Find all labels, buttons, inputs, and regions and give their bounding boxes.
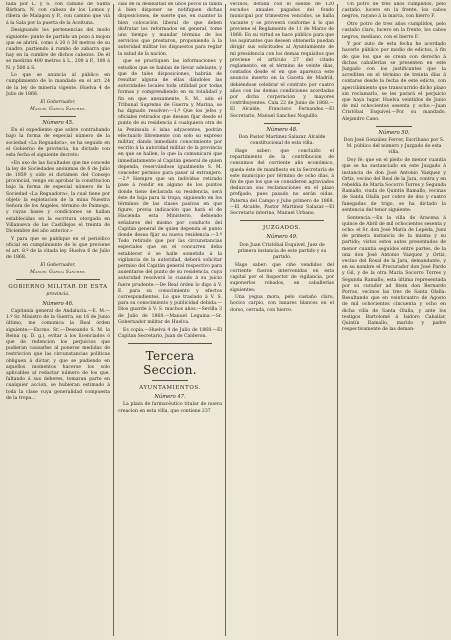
- column-rule: [225, 4, 226, 636]
- notice-number: Número 50.: [378, 129, 410, 136]
- paragraph: En el expediente que sobre contrabando bajo la forma de especial número de la sociedad «La Reguadora», se ha seguido en el Gobierno de provincia, ha dictado con esta fecha el siguiente decreto:: [6, 128, 110, 158]
- divider: [264, 123, 300, 124]
- paragraph: Hago saber: que concluido el repartimiento de la contribucion de consumos del corriente año económico, queda éste de manifiesto en la Secretaría de este municipio por término de ocho días, á fin de que los que se consideren agraviados deduzcan sus reclamaciones en el plazo prefijado, pues pasado no serán oídas. Paterna del Campo y Julio primero de 1868.—El Alcalde, Pastor Martinez Salazar.—El Secretario interino, Manuel Urbano.: [230, 148, 334, 216]
- signature-title: El Gobernador,: [40, 99, 76, 105]
- notice-number: Número 48.: [266, 126, 298, 133]
- paragraph: Hago saber: que ciñe vendidos del corriente fueron intervenidas en esta capital por el Inspector de vigilancia, por suponerlos robados, en caballerías siguientes:: [230, 262, 334, 293]
- divider: [128, 343, 212, 344]
- official-heading: Don Pastor Martinez Salazar, Alcalde constitucional de esta villa.: [238, 135, 326, 147]
- notice-number: Número 47.: [154, 394, 186, 401]
- paragraph: Una yegua mora, pelo castaño claro, hocico carpio, con lunares blancos en el dorso, cerrada, con hierro.: [230, 295, 334, 313]
- divider: [376, 126, 412, 127]
- paragraph: «En uso de las facultades que me concede la ley de Sociedades anónimas de 6 de Julio de 1859 y oido el dictámen del Consejo provincial, vengo en aprobar la constitucion bajo la forma de especial número de la Sociedad «La Reguadora», la cual tiene por objeto la esplotacion de la mina Nuestra Señora de los Ángeles, término de Paimogo, y cuyas bases y condiciones se hallan establecidas en la escritura otorgada en Villanueva de las Castillejos el treinta de Diciembre del año anterior.»: [6, 160, 110, 234]
- column-3: [230, 2, 334, 638]
- divider: [240, 220, 324, 221]
- column-2: [118, 2, 222, 638]
- divider: [16, 279, 100, 280]
- paragraph: Un potro de tres años cumplidos, pelo castaño, lucero en la frente, los cabos negros, rayano á la marca, con hierro F.: [342, 2, 446, 20]
- section-title: Tercera Seccion.: [143, 348, 197, 377]
- paragraph: Otro potro de tres años cumplidos, pelo castaño claro, lucero en la frente, los cabos negros, mediano, con el hierro F.: [342, 22, 446, 40]
- divider: [152, 380, 188, 381]
- paragraph: Es copia.—Huelva 4 de Julio de 1868.—El Capitan Secretario, Juan de Calderon.: [118, 327, 222, 339]
- column-1: [6, 2, 110, 638]
- paragraph: La plaza de farmacéutico titular de nueva creacion en esta villa, que contiene 237: [118, 402, 222, 414]
- signature-title: El Gobernador,: [40, 262, 76, 268]
- notice-number: Número 46.: [42, 300, 74, 307]
- notice-number: Número 49.: [266, 234, 298, 241]
- signature-name: Manuel García Sánchez.: [30, 106, 86, 112]
- section-subheader: provincia.: [46, 291, 70, 297]
- paragraph: Doy fé: que en el pleito de menor cuantía que se ha sustanciado en este Juzgado á instancia de don José Antonio Vazquez y Ortiz, vecino del Real de la Jara, contra y en rebeldía de María Socorro Torres y Segunda Ramallo, viuda de Quintín Ramallo, vecinas de Santa Olalla por cobro de dos y cuatro fanegadas de trigo, se ha dictado la sentencia del tenor siguiente:: [342, 158, 446, 213]
- signature-name: Manuel García Sánchez.: [30, 270, 86, 276]
- paragraph: tada por L. y S. con camino de Santa Bárbara, N. con cabezo de los Lomos y ribera de Malagon y P., con camino que viá á la Sala por la puerta de la Aceituna.: [6, 2, 110, 26]
- column-4: [342, 2, 446, 638]
- section-header: GOBIERNO MILITAR DE ESTA: [8, 284, 108, 291]
- paragraph: Capitanía general de Andalucía.—E. M.—1.º Sr. Ministro de la Guerra, en 16 de Junio último, me comunica la Real órden siguiente:—Excmo. Sr.:—Deseando S. M. la Reina (q. D. g.), evitar á los licenciados ó que de redencion los perjuicios que pudieran causarles al ponerse medidas de restriccion que las circunstancias políticas obliguen á dictar, y que se pudiendo en aquellos momentos hacerse los solo aplicables al redactar número de los que, faltando á sus deberes, tomaran parte en cualquier accion, se hubieran estimado á toda la clase cuya generalidad compuesta de la tropa...: [6, 308, 110, 401]
- official-heading: Don Juan Cristóbal Esquivel, Juez de primera instancia de este partido y su partido.: [237, 242, 327, 261]
- notice-number: Número 45.: [42, 119, 74, 126]
- paragraph: Sentencia.—En la villa de Aracena á quince de Abril de mil ochocientos sesenta y ocho: el Sr. don José María de Lepéda, Juez de primera instancia de la misma y su partido; vistos estos autos presentados de menor cuantía seguidos entre partes, de la una don José Antonio Vazquez y Ortiz, vecino del Rosal de la Jara, demandante, y en su nombre el Procurador don José Pardo y Gil, y de la otra María Socorro Torres y Segunda Ramallo, esta última representada por su curador ad litem don Bernardo Porras, vecinos las tres de Santa Olalla: Resultando que en veinticuatro de Agosto de mil ochocientos cincuenta y ocho en dicha villa de Santa Olalla, y ante los testigos Bartolomé á Isidoro Caballar, Quintín Ramallo, marido y padre respectivamente de las deman-: [342, 215, 446, 333]
- paragraph: Lo que se anuncia al público en cumplimiento de lo mandado en el art. 24 de la ley de minería vigente. Huelva 4 de Julio de 1868.: [6, 73, 110, 97]
- paragraph: Y por auto de esta fecha he acordado hacerlo público por medio de edictos, á fin de que los que se crean con derecho á dichas caballerías se presenten en este Juzgado con los justificantes que la acrediten en el término de treinta días á contarse desde la fecha de este edicto, con apercibimiento que transcurrido dicho plazo sin reclamarlo, se les parará el perjuicio que haya lugar. Huelva veintidos de Junio de mil ochocientos sesenta y ocho.—Juan Cristóbal Esquivel.—Por su mandado, Alejandro Cano.: [342, 42, 446, 122]
- section-header: JUZGADOS.: [262, 225, 301, 232]
- paragraph: vecinos, dotada con el sueldo de 120 escudos anuales pagados del fondo municipal por trimestres vencidos, se halla vacante y se proveerá conforme á lo que previene el Reglamento de 11 de Marzo de 1868. En su virtud se hace público para que los aspirantes que deseen obtenerla puedan dirigir sus solicitudes al Ayuntamiento de mi presidencia con los demas requisitos que previene el artículo 27 del citado reglamento, en el término de veinte dias, contados desde el en que aparezca este anuncio inserto en la Gaceta de Madrid, debiéndose celebrar el contrato por cuatro años con las demas condiciones acordadas por dicha corporacion y mayores contribuyentes. Cala 22 de Junio de 1868.—El Alcalde, Francisco Fernandez.—El Secretario, Manuel Sanchez Noguillo.: [230, 2, 334, 119]
- paragraph: cias de la deslealtad de unos pocos la tanda á bien disponer se notifiquen dichas disposiciones, de suerte que, en cuantor la bien colocación liberal de que deben disfrutar los reformados en general, tome uno tiempo y mandar término de los servicios que prestaron, proponiendo á la autoridad militar los dispuestos para reglar la salud de la nación.: [118, 2, 222, 57]
- divider: [40, 116, 76, 117]
- paragraph: Y para que se publique en el periódico oficial en cumplimiento de lo que previene el art. 8.º de la citada ley. Huelva 6 de Julio de 1868.: [6, 236, 110, 261]
- section-header: AYUNTAMIENTOS.: [139, 384, 201, 391]
- paragraph: que se practiquen las informaciones y estudios que se habían de llevar adelante, y que de tales disposiciones, habrán de resultar alguna de ellas dándoles las autoridades locales toda utilidad por todas formas y comprendiendo en su totalidad y fin en que anexamente, S. M., aún el Tribunal Supremo de Guerra y Marina, se ha dignado resolver:—1.º Que los jefes y oficiales retirados que desean fijar desde el punto de su residencia á cualquiera otra de la Península ó islas adyacentes, podrán efectuarlo libremente con solo su expreso militar, dando inmediato conocimiento por escrito á la autoridad militar de la provincia en que se hallen, lo que la comunicará que inmediatamente al Capitán general de quien dependa, reservándose igualmente S. M. conceder permiso para pasar al extranjero.—2.º Siempre que un individuo retirado pase á residir en alguno de los puntos donde tiene declarada su residencia, será éste de baja para la tropa, siguiendo en los términos de las clases pasivas en que figure, previa indicación que hará el de Hacienda esta Ministerio, debiendo señalarse del mismo por conducto del Capitán general de quien dependa el punto donde desea fijar su nueva residencia.—3.º Todo retirado que por las circunstancias especiales que en el concurren deba establecer ó se halle sometido á la vigilancia de la autoridad, deberá solicitar permiso del Capitán general respectivo para ausentarse del punto de su residencia, cuya autoridad resolverá lo cuando á su juicio fuere prudente.—De Real órden lo digo á V. E. para su conocimiento y efectos correspondientes. Lo que traslado á V. S. para su conocimiento y publicidad debida.—Dios guarde á V. S. muchos años.—Sevilla 3 de Julio de 1868.—Manuel Leguina.—Sr. Gobernador militar de Huelva.: [118, 59, 222, 325]
- column-rule: [337, 4, 338, 636]
- paragraph: Designando los pertenencias del modo siguiente: punto de partida un pozo á mojon que se abrirá, como á 20 ó 30 metros de su cuadro, partiendo á rumbo de zabarra que hay en la cumbre de dichos cabezos. De él se medirán 400 metros á L., 200 á P., 100 á N. y 500 á S.: [6, 28, 110, 71]
- column-rule: [113, 4, 114, 636]
- official-heading: Don José González Ferrer, Escribano por S. M. público del número y Juzgado de esta villa.: [343, 138, 445, 156]
